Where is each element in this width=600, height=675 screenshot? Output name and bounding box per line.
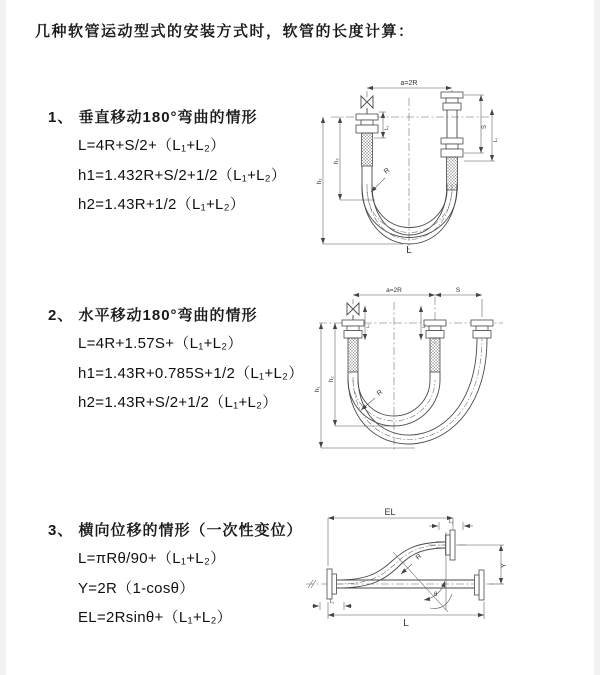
dim-label-l1: L₁: [384, 125, 390, 130]
middle-pipe-flange: [424, 320, 446, 372]
dim-label-l1: L₁: [448, 519, 454, 525]
valve-icon: [347, 303, 359, 320]
left-flange: [327, 569, 337, 599]
formula-3-y: Y=2R（1-cosθ）: [78, 580, 195, 597]
dim-label-l1: L₁: [421, 323, 426, 328]
dimension-a2r: [353, 287, 482, 317]
dim-label-l1: L₁: [365, 323, 370, 328]
hose-s-curve: [337, 542, 446, 588]
dimension-h1: [317, 117, 403, 244]
dim-label-theta: θ: [434, 592, 438, 598]
dim-label-l: L: [406, 245, 412, 256]
left-pipe-flange: [342, 320, 364, 372]
dim-label-h2: h₂: [329, 376, 335, 382]
page-edge-left: [0, 0, 6, 675]
dimension-l1-bottom-left: [312, 599, 352, 610]
section-1-heading: 1、 垂直移动180°弯曲的情形: [48, 109, 258, 126]
page-edge-right: [594, 0, 600, 675]
dim-label-y: Y: [501, 563, 508, 568]
braided-hose-section: [430, 338, 440, 372]
dimension-s: [464, 95, 488, 153]
dimension-el: [328, 507, 453, 566]
valve-icon: [361, 96, 373, 114]
dimension-h1: [315, 323, 415, 448]
dim-label-r: R: [375, 388, 385, 398]
dim-label-a2r: a=2R: [400, 80, 418, 87]
dim-label-l: L: [403, 618, 409, 629]
dim-label-l1: L₁: [493, 137, 499, 142]
diagram-vertical-180-bend: [313, 72, 508, 257]
dimension-l1-top: [429, 519, 473, 530]
braided-hose-section: [348, 338, 358, 372]
dim-label-l1: L₁: [329, 599, 335, 605]
right-pipe-flange: [471, 320, 493, 338]
hose-u-bend: [362, 166, 457, 244]
radius-callout: [361, 389, 384, 410]
braided-hose-section: [362, 133, 373, 166]
dim-label-h1: h₁: [317, 178, 323, 184]
dim-label-el: EL: [384, 507, 396, 517]
radius-callout: [401, 553, 423, 574]
dim-label-h1: h₁: [315, 386, 321, 392]
left-pipe-flange: [356, 114, 378, 166]
formula-2-l: L=4R+1.57S+（L₁+L₂）: [78, 335, 243, 352]
dim-label-s: S: [455, 287, 461, 294]
radius-callout: [371, 167, 391, 192]
formula-1-h2: h2=1.43R+1/2（L₁+L₂）: [78, 196, 246, 213]
hose-u-bend-moved: [348, 338, 487, 444]
section-3-heading: 3、 横向位移的情形（一次性变位）: [48, 522, 303, 539]
dim-label-r: R: [382, 166, 392, 176]
formula-3-el: EL=2Rsinθ+（L₁+L₂）: [78, 609, 232, 626]
formula-1-l: L=4R+S/2+（L₁+L₂）: [78, 137, 226, 154]
diagram-lateral-displacement: [298, 502, 573, 647]
right-pipe-flanges: [441, 92, 463, 190]
formula-2-h1: h1=1.43R+0.785S+1/2（L₁+L₂）: [78, 365, 304, 382]
dim-label-a2r: a=2R: [386, 287, 402, 294]
dim-label-s: S: [482, 124, 488, 129]
lower-right-flange: [475, 570, 485, 600]
page-title: 几种软管运动型式的安装方式时，软管的长度计算：: [35, 23, 415, 40]
diagram-horizontal-180-bend: [313, 282, 513, 462]
dim-label-h2: h₂: [334, 158, 340, 164]
formula-1-h1: h1=1.432R+S/2+1/2（L₁+L₂）: [78, 167, 287, 184]
dimension-a2r: [367, 80, 452, 97]
dim-label-r: R: [414, 552, 424, 562]
formula-2-h2: h2=1.43R+S/2+1/2（L₁+L₂）: [78, 394, 278, 411]
section-2-heading: 2、 水平移动180°弯曲的情形: [48, 307, 258, 324]
formula-3-l: L=πRθ/90+（L₁+L₂）: [78, 550, 226, 567]
dimension-s: [435, 287, 482, 295]
